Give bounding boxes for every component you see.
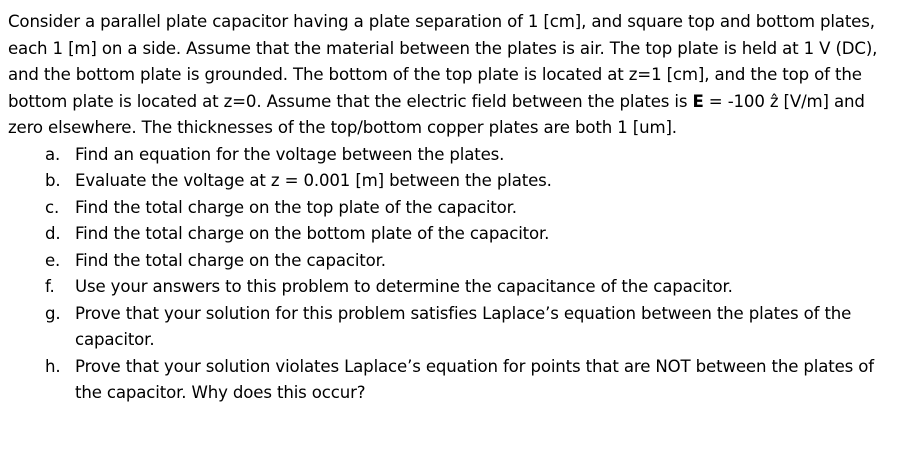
question-list	[8, 142, 900, 407]
electric-field-symbol: E	[692, 91, 704, 111]
question-text: Prove that your solution for this problem satisfies Laplace’s equation between the plates of the capacitor.	[75, 303, 852, 349]
question-marker: g.	[45, 303, 61, 323]
problem-statement-part-1: Consider a parallel plate capacitor having a plate separation of 1 [cm], and square top and bottom plates, each 1 [m] on a side. Assume that the material between the plates is air. The top plate is held at 1 V (DC), and the bottom plate is grounded. The bottom of the top plate is located at z=1 [cm], and the top of the bottom plate is located at z=0. Assume that the electric field between the plates is	[8, 12, 878, 111]
question-text: Evaluate the voltage at z = 0.001 [m] between the plates.	[75, 171, 552, 190]
problem-statement	[8, 9, 900, 142]
question-item-b	[8, 168, 900, 195]
question-item-h	[8, 354, 900, 407]
question-item-a	[8, 142, 900, 169]
question-text: Find the total charge on the top plate of the capacitor.	[75, 197, 517, 217]
question-item-e	[8, 248, 900, 275]
question-text: Find the total charge on the bottom plate of the capacitor.	[75, 224, 550, 243]
question-marker: f.	[45, 277, 55, 296]
question-marker: b.	[45, 171, 61, 190]
question-text: Find the total charge on the capacitor.	[75, 250, 386, 270]
question-item-c	[8, 195, 900, 222]
question-text: Prove that your solution violates Laplace’s equation for points that are NOT between the plates of the capacitor. Why does this occur?	[75, 356, 874, 402]
question-marker: c.	[45, 197, 60, 217]
question-text: Use your answers to this problem to determine the capacitance of the capacitor.	[75, 277, 733, 296]
question-marker: h.	[45, 356, 61, 376]
problem-statement-part-2: = -100 ẑ [V/m] and zero elsewhere. The thicknesses of the top/bottom copper plates are both 1 [um].	[8, 91, 865, 137]
question-marker: e.	[45, 250, 61, 270]
question-item-f	[8, 274, 900, 301]
question-item-g	[8, 301, 900, 354]
question-marker: a.	[45, 144, 61, 164]
question-text: Find an equation for the voltage between the plates.	[75, 144, 505, 164]
question-marker: d.	[45, 224, 61, 243]
question-item-d	[8, 221, 900, 248]
